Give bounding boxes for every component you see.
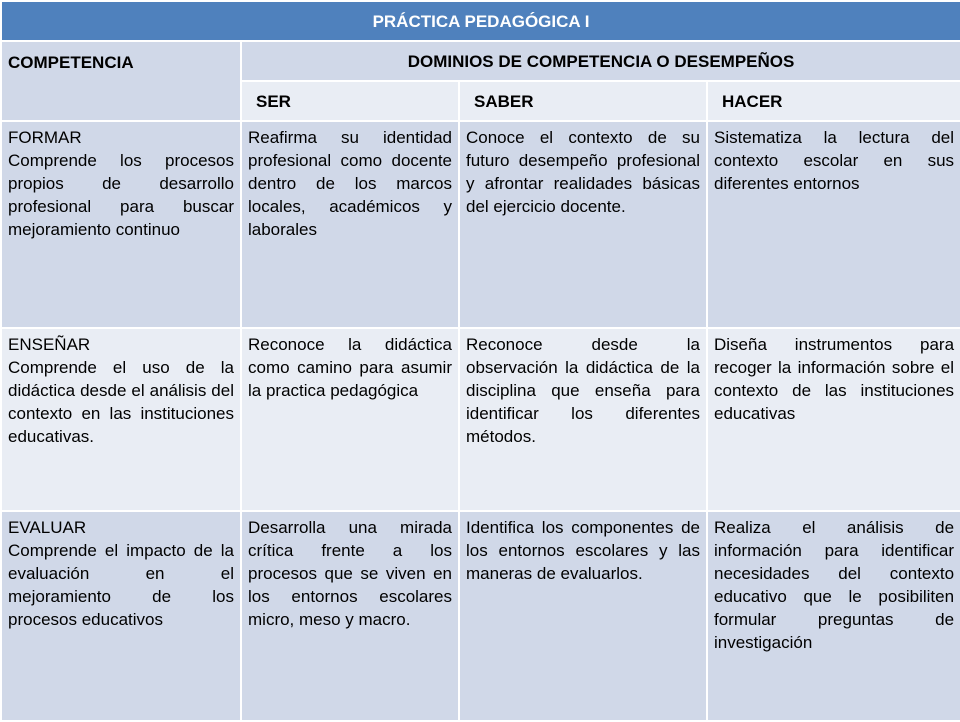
competencia-desc: Comprende el impacto de la evaluación en el mejoramiento de los procesos educativos xyxy=(8,541,234,629)
hacer-cell: Diseña instrumentos para recoger la información sobre el contexto de las instituciones educativas xyxy=(707,328,960,511)
table-row xyxy=(1,328,960,511)
hacer-cell: Realiza el análisis de información para identificar necesidades del contexto educativo que le posibiliten formular preguntas de investigación xyxy=(707,511,960,721)
header-competencia: COMPETENCIA xyxy=(1,41,241,121)
saber-cell: Reconoce desde la observación la didáctica de la disciplina que enseña para identificar los diferentes métodos. xyxy=(459,328,707,511)
table-row xyxy=(1,511,960,721)
hacer-cell: Sistematiza la lectura del contexto escolar en sus diferentes entornos xyxy=(707,121,960,328)
competencia-cell xyxy=(1,511,241,721)
saber-cell: Conoce el contexto de su futuro desempeño profesional y afrontar realidades básicas del ejercicio docente. xyxy=(459,121,707,328)
competencia-cell xyxy=(1,121,241,328)
competencia-name: FORMAR xyxy=(8,128,82,147)
saber-cell: Identifica los componentes de los entornos escolares y las maneras de evaluarlos. xyxy=(459,511,707,721)
ser-cell: Desarrolla una mirada crítica frente a los procesos que se viven en los entornos escolares micro, meso y macro. xyxy=(241,511,459,721)
competencia-name: EVALUAR xyxy=(8,518,87,537)
header-saber: SABER xyxy=(459,81,707,121)
table-row xyxy=(1,121,960,328)
header-ser: SER xyxy=(241,81,459,121)
ser-cell: Reconoce la didáctica como camino para asumir la practica pedagógica xyxy=(241,328,459,511)
header-dominios: DOMINIOS DE COMPETENCIA O DESEMPEÑOS xyxy=(241,41,960,81)
competencia-name: ENSEÑAR xyxy=(8,335,91,354)
ser-cell: Reafirma su identidad profesional como docente dentro de los marcos locales, académicos y laborales xyxy=(241,121,459,328)
competencia-desc: Comprende el uso de la didáctica desde el análisis del contexto en las instituciones educativas. xyxy=(8,358,234,446)
competencia-desc: Comprende los procesos propios de desarrollo profesional para buscar mejoramiento continuo xyxy=(8,151,234,239)
competencia-cell xyxy=(1,328,241,511)
header-hacer: HACER xyxy=(707,81,960,121)
table-title: PRÁCTICA PEDAGÓGICA I xyxy=(1,1,960,41)
